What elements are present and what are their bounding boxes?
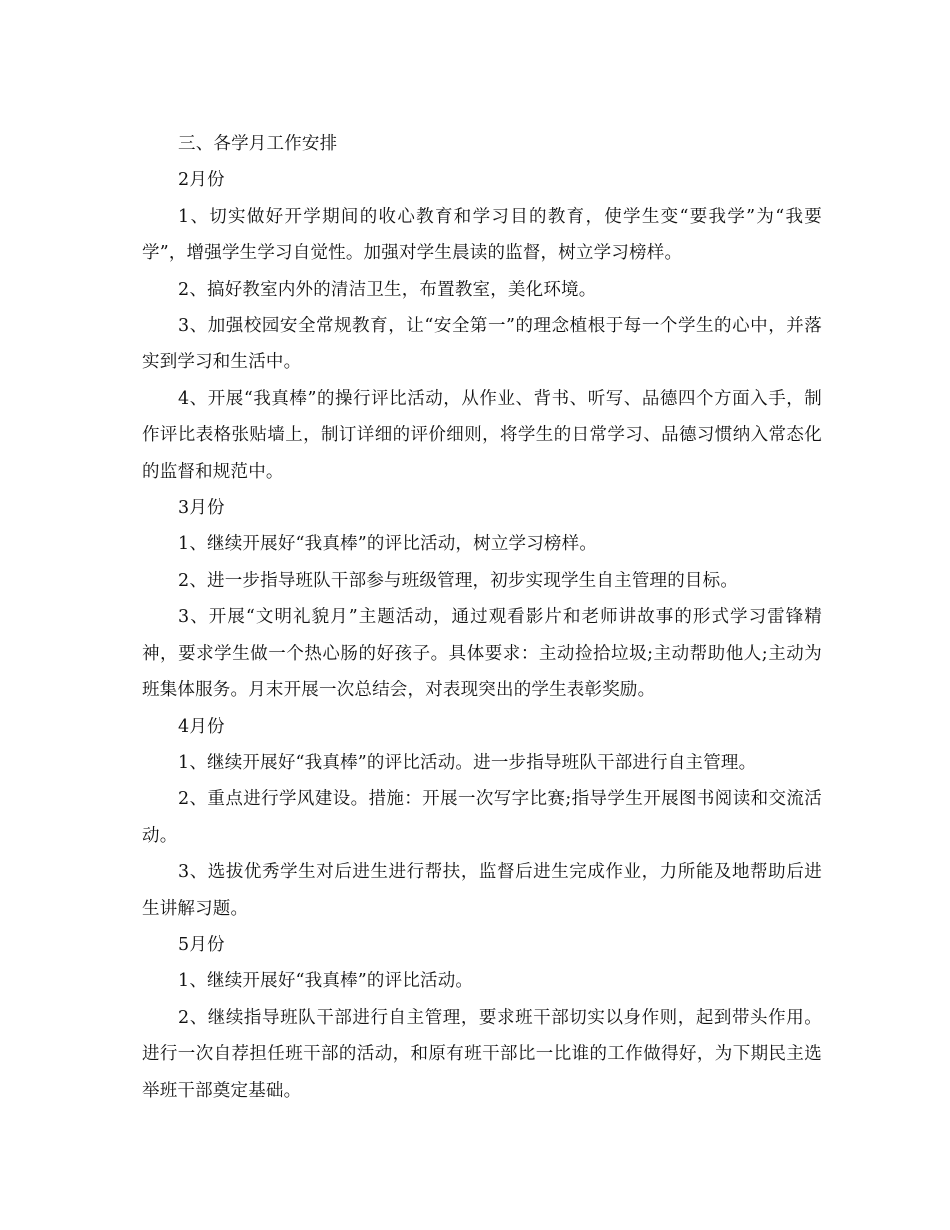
paragraph: 3、选拔优秀学生对后进生进行帮扶，监督后进生完成作业，力所能及地帮助后进生讲解习题。 — [142, 862, 822, 919]
section-heading: 三、各学月工作安排 — [178, 134, 338, 154]
document-body — [142, 126, 822, 1109]
paragraph: 3、开展“文明礼貌月”主题活动，通过观看影片和老师讲故事的形式学习雷锋精神，要求学生做一个热心肠的好孩子。具体要求：主动捡拾垃圾;主动帮助他人;主动为班集体服务。月末开展一次总结会，对表现突出的学生表彰奖励。 — [142, 607, 822, 701]
paragraph: 1、继续开展好“我真棒”的评比活动。进一步指导班队干部进行自主管理。 — [178, 752, 757, 773]
paragraph: 1、切实做好开学期间的收心教育和学习目的教育，使学生变“要我学”为“我要学”，增强学生学习自觉性。加强对学生晨读的监督，树立学习榜样。 — [142, 206, 822, 264]
month-heading-feb: 2月份 — [178, 170, 225, 191]
month-heading-mar: 3月份 — [178, 498, 225, 519]
paragraph: 2、重点进行学风建设。措施：开展一次写字比赛;指导学生开展图书阅读和交流活动。 — [142, 789, 822, 846]
month-heading-apr: 4月份 — [178, 716, 225, 737]
paragraph: 4、开展“我真棒”的操行评比活动，从作业、背书、听写、品德四个方面入手，制作评比表格张贴墙上，制订详细的评价细则，将学生的日常学习、品德习惯纳入常态化的监督和规范中。 — [142, 388, 822, 482]
paragraph: 3、加强校园安全常规教育，让“安全第一”的理念植根于每一个学生的心中，并落实到学习和生活中。 — [142, 316, 822, 373]
paragraph: 1、继续开展好“我真棒”的评比活动。 — [178, 971, 474, 992]
month-heading-may: 5月份 — [178, 934, 225, 955]
paragraph: 2、搞好教室内外的清洁卫生，布置教室，美化环境。 — [178, 279, 597, 300]
paragraph: 2、继续指导班队干部进行自主管理，要求班干部切实以身作则，起到带头作用。进行一次自荐担任班干部的活动，和原有班干部比一比谁的工作做得好，为下期民主选举班干部奠定基础。 — [142, 1007, 822, 1101]
paragraph: 2、进一步指导班队干部参与班级管理，初步实现学生自主管理的目标。 — [178, 570, 739, 591]
paragraph: 1、继续开展好“我真棒”的评比活动，树立学习榜样。 — [178, 534, 598, 555]
